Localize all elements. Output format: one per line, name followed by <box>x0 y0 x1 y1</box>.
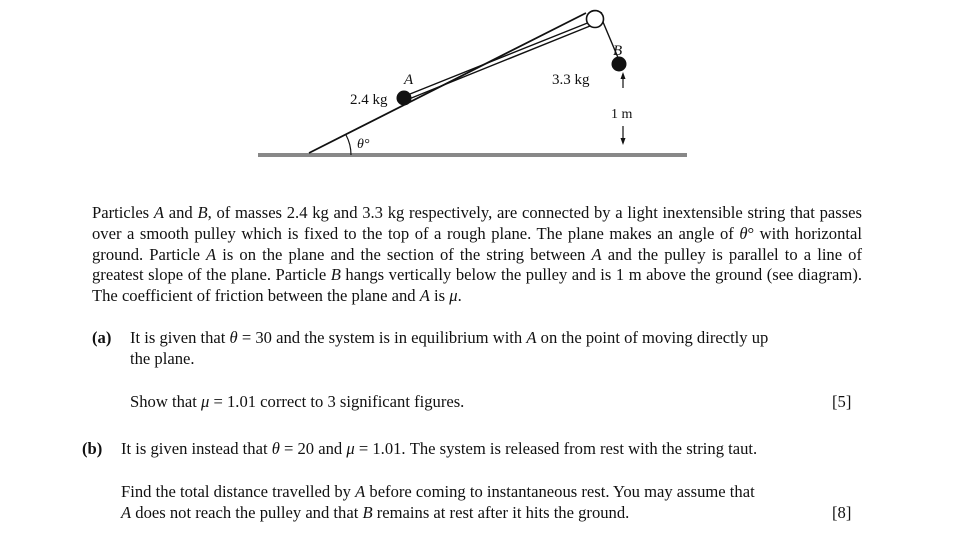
particle-a <box>397 91 412 106</box>
part-b-text: It is given instead that <box>121 439 272 458</box>
height-arrowhead-up <box>621 72 626 79</box>
var-b: B <box>362 503 373 522</box>
part-b-marks: [8] <box>832 503 852 522</box>
var-a: A <box>526 328 537 347</box>
intro-text: Particles <box>92 203 154 222</box>
part-b-text: remains at rest after it hits the ground. <box>372 503 630 522</box>
part-b-line-2 <box>121 482 755 503</box>
intro-text: is on the plane and the section of the string between <box>216 244 592 264</box>
part-a-line-3 <box>130 392 464 413</box>
part-a-text: = 30 and the system is in equilibrium with <box>237 328 527 347</box>
var-a: A <box>121 503 132 522</box>
var-mu: μ <box>346 439 355 458</box>
part-b-text: does not reach the pulley and that <box>131 503 363 522</box>
part-b-label: (b) <box>82 439 103 458</box>
incline-pulley-diagram <box>0 0 960 170</box>
var-mu: μ <box>201 392 210 411</box>
part-a-text: on the point of moving directly up <box>536 328 769 347</box>
part-a-line-2: the plane. <box>130 349 195 368</box>
part-b-text: Find the total distance travelled by <box>121 482 356 501</box>
part-a-text: It is given that <box>130 328 230 347</box>
intro-text: ° with horizontal ground. Particle <box>92 223 862 264</box>
angle-arc <box>346 135 351 155</box>
label-b: B <box>613 43 623 59</box>
label-a: A <box>404 72 414 88</box>
intro-text: , of masses 2.4 kg and 3.3 kg respectively, are connected by a light inextensible string that passes over a smooth pulley which is fixed to the top of a rough plane. The plane makes an angle of <box>92 203 862 243</box>
intro-text: is <box>429 286 450 306</box>
var-a: A <box>591 244 602 264</box>
height-label: 1 m <box>611 107 633 122</box>
part-a-line-1 <box>130 328 865 349</box>
string-a-to-pulley <box>404 26 590 101</box>
part-b-text: = 1.01. The system is released from rest with the string taut. <box>354 439 758 458</box>
angle-label: θ° <box>357 137 370 152</box>
var-a: A <box>355 482 366 501</box>
var-b: B <box>330 265 341 285</box>
var-a: A <box>153 203 165 222</box>
height-arrowhead-down <box>621 138 626 145</box>
var-a: A <box>419 286 430 306</box>
part-a-text: Show that <box>130 392 201 411</box>
var-theta: θ <box>271 439 280 458</box>
part-b-text: = 20 and <box>279 439 347 458</box>
var-mu: μ <box>449 286 458 306</box>
part-b-text: before coming to instantaneous rest. You may assume that <box>365 482 755 501</box>
part-a-text: = 1.01 correct to 3 significant figures. <box>209 392 465 411</box>
var-theta: θ <box>739 223 748 243</box>
intro-text: hangs vertically below the pulley and is 1 m above the ground (see diagram). The coefficient of friction between the plane and <box>92 265 863 306</box>
mass-a-label: 2.4 kg <box>350 92 388 108</box>
var-a: A <box>206 244 217 264</box>
part-b-line-1 <box>121 439 757 460</box>
intro-text: and <box>164 203 198 222</box>
part-b-line-3 <box>121 503 629 524</box>
mass-b-label: 3.3 kg <box>552 72 590 88</box>
intro-text: and the pulley is parallel to a line of greatest slope of the plane. Particle <box>92 244 863 285</box>
var-theta: θ <box>229 328 238 347</box>
var-b: B <box>197 203 208 222</box>
part-a-marks: [5] <box>832 392 852 411</box>
question-intro <box>92 203 862 307</box>
part-a-label: (a) <box>92 328 112 347</box>
intro-text: . <box>457 286 462 306</box>
